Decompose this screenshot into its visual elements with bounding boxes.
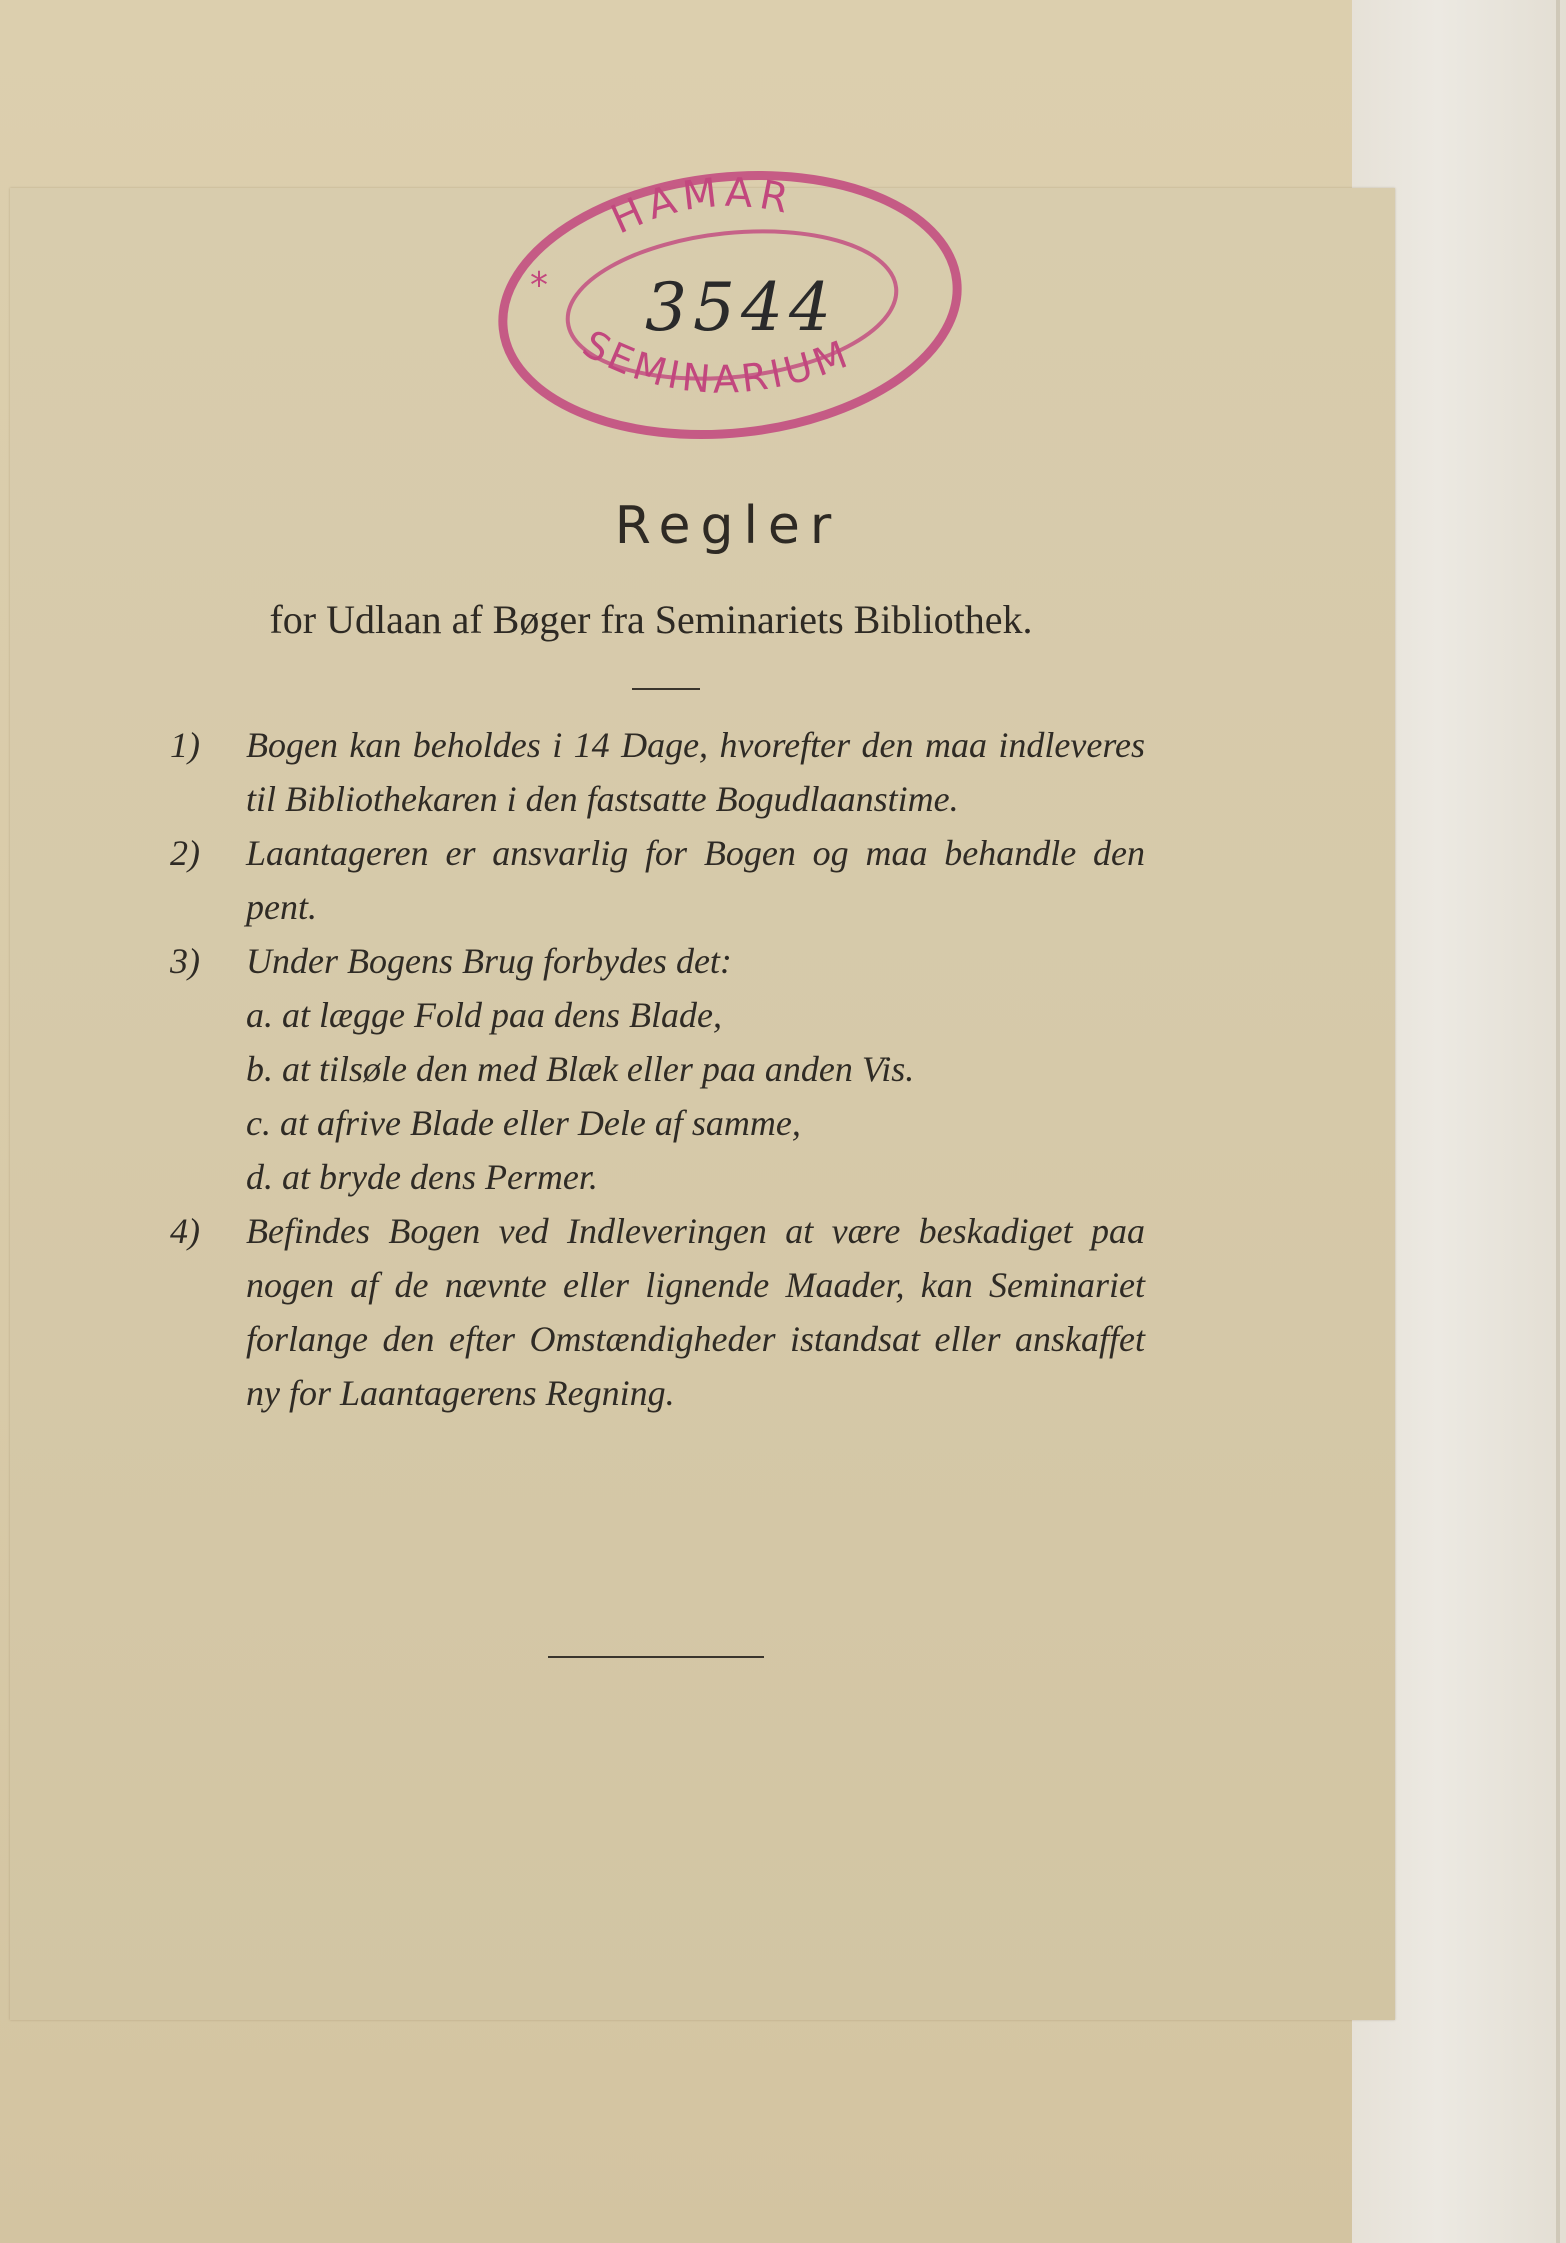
rule-text: Bogen kan beholdes i 14 Dage, hvorefter den maa indleveres til Bibliothekaren i den fastsatte Bogudlaanstime. [246, 725, 1145, 819]
sub-rule-list [246, 988, 1145, 1204]
sub-rule-item: a. at lægge Fold paa dens Blade, [246, 995, 722, 1035]
rule-item [170, 934, 1145, 1204]
divider-rule [632, 688, 700, 690]
stamp-top-text: HAMAR [604, 169, 798, 244]
rule-number: 1) [170, 725, 200, 765]
closing-rule [548, 1656, 764, 1658]
book-edge [1556, 0, 1560, 2243]
rule-item [170, 826, 1145, 934]
rule-item [170, 1204, 1145, 1420]
sub-rule-item: d. at bryde dens Permer. [246, 1157, 598, 1197]
rule-item [170, 718, 1145, 826]
rule-number: 2) [170, 833, 200, 873]
page-subtitle: for Udlaan af Bøger fra Seminariets Bibliothek. [269, 597, 1033, 642]
rules-list [170, 718, 1145, 1420]
stamp-star-icon: * [530, 265, 548, 306]
library-stamp [490, 165, 970, 440]
rule-text: Befindes Bogen ved Indleveringen at være beskadiget paa nogen af de nævnte eller lignende Maader, kan Seminariet forlange den efter Omstændigheder istandsat eller anskaffet ny for Laantagerens Regning. [246, 1211, 1145, 1413]
rule-number: 4) [170, 1211, 200, 1251]
stamp-number: 3544 [645, 269, 837, 346]
rule-number: 3) [170, 941, 200, 981]
sub-rule-item: c. at afrive Blade eller Dele af samme, [246, 1103, 801, 1143]
sub-rule-item: b. at tilsøle den med Blæk eller paa anden Vis. [246, 1049, 915, 1089]
stamp-bottom-textpath: SEMINARIUM [575, 321, 857, 402]
rule-text: Under Bogens Brug forbydes det: [246, 941, 732, 981]
page-title: Regler [614, 496, 842, 556]
rule-text: Laantageren er ansvarlig for Bogen og maa behandle den pent. [246, 833, 1145, 927]
